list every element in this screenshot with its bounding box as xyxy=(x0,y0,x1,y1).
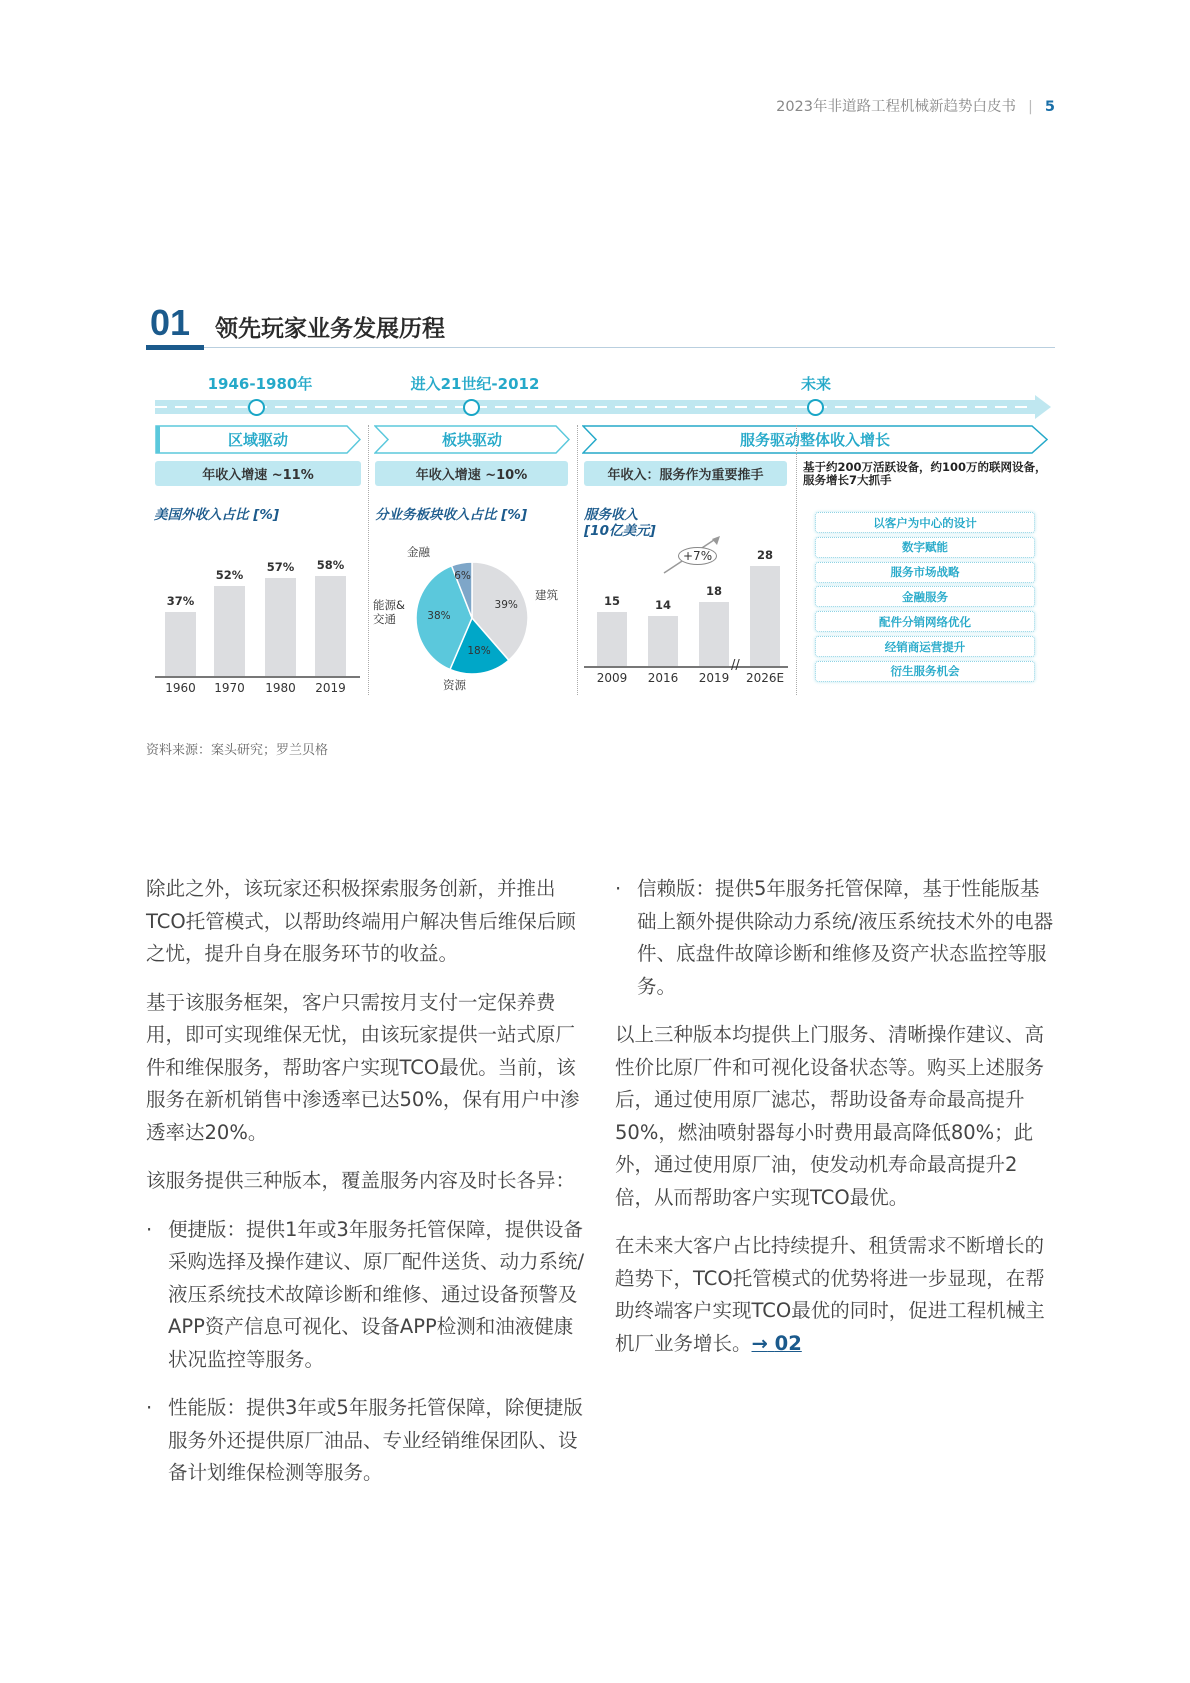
paragraph: 基于该服务框架，客户只需按月支付一定保养费用，即可实现维保无忧，由该玩家提供一站式原厂件和维保服务，帮助客户实现TCO最优。当前，该服务在新机销售中渗透率已达50%，保有用户中渗透率达20%。 xyxy=(146,990,580,1144)
chart-title-main: 服务收入 xyxy=(584,507,638,523)
chapter-link[interactable] xyxy=(752,1332,802,1355)
bar xyxy=(214,586,245,676)
timeline-marker xyxy=(248,399,265,416)
stage-label: 区域驱动 xyxy=(227,431,288,449)
arrow-right-icon: → xyxy=(751,1331,768,1355)
bullet-item: · 信赖版：提供5年服务托管保障，基于性能版基础上额外提供除动力系统/液压系统技术外的电器件、底盘件故障诊断和维修及资产状态监控等服务。 xyxy=(615,873,1055,1003)
x-axis xyxy=(584,666,788,668)
growth-lever-item: 配件分销网络优化 xyxy=(815,611,1035,632)
stage-chevron xyxy=(374,425,570,454)
body-right-column xyxy=(615,873,1055,1376)
section-title: 领先玩家业务发展历程 xyxy=(215,316,445,342)
paragraph: 以上三种版本均提供上门服务、清晰操作建议、高性价比原厂件和可视化设备状态等。购买上述服务后，通过使用原厂滤芯，帮助设备寿命最高提升50%，燃油喷射器每小时费用最高降低80%；此外，通过使用原厂油，使发动机寿命最高提升2倍，从而帮助客户实现TCO最优。 xyxy=(615,1023,1045,1209)
bar xyxy=(265,578,296,676)
slice-value-label: 6% xyxy=(454,569,471,582)
bullet-text: 信赖版：提供5年服务托管保障，基于性能版基础上额外提供除动力系统/液压系统技术外的电器件、底盘件故障诊断和维修及资产状态监控等服务。 xyxy=(637,877,1054,998)
bar-value-label: 37% xyxy=(166,594,195,609)
bar-value-label: 14 xyxy=(654,598,671,612)
x-tick-label: 1960 xyxy=(165,681,196,695)
growth-lever-item: 衍生服务机会 xyxy=(815,661,1035,682)
slice-category-label: 能源&交通 xyxy=(373,598,405,626)
body-left-column xyxy=(146,873,586,1506)
bar xyxy=(315,576,346,676)
x-tick-label: 1970 xyxy=(214,681,245,695)
paragraph-text: 在未来大客户占比持续提升、租赁需求不断增长的趋势下，TCO托管模式的优势将进一步显现，在帮助终端客户实现TCO最优的同时，促进工程机械主机厂业务增长。 xyxy=(615,1234,1045,1355)
link-text: 02 xyxy=(774,1331,802,1355)
bar xyxy=(648,616,678,666)
pie-chart-segment-share xyxy=(375,530,575,700)
timeline-dash xyxy=(155,406,1035,408)
x-tick-label: 2009 xyxy=(596,671,628,685)
x-tick-label: 2019 xyxy=(698,671,730,685)
growth-lever-item: 金融服务 xyxy=(815,586,1035,607)
x-tick-label: 2019 xyxy=(315,681,346,695)
stage-label: 服务驱动整体收入增长 xyxy=(739,431,890,449)
bullet-text: 便捷版：提供1年或3年服务托管保障，提供设备采购选择及操作建议、原厂配件送货、动力系统/液压系统技术故障诊断和维修、通过设备预警及APP资产信息可视化、设备APP检测和油液健康状况监控等服务。 xyxy=(168,1217,585,1371)
growth-lever-item: 以客户为中心的设计 xyxy=(815,512,1035,533)
bar xyxy=(699,602,729,666)
bar-chart-overseas-share xyxy=(155,540,360,700)
growth-lever-item: 服务市场战略 xyxy=(815,562,1035,583)
growth-annotation: +7% xyxy=(678,547,717,565)
timeline-marker xyxy=(807,399,824,416)
slice-category-label: 建筑 xyxy=(535,588,558,602)
doc-title: 2023年非道路工程机械新趋势白皮书 xyxy=(776,99,1017,115)
service-note: 基于约200万活跃设备，约100万的联网设备，服务增长7大抓手 xyxy=(803,460,1047,487)
chart-unit: [10亿美元] xyxy=(584,523,656,539)
section-accent-bar xyxy=(146,345,204,350)
panel-divider xyxy=(796,425,797,695)
timeline-marker xyxy=(463,399,480,416)
source-note: 资料来源：案头研究；罗兰贝格 xyxy=(146,743,329,758)
bar-value-label: 18 xyxy=(705,583,722,598)
paragraph xyxy=(615,1230,1055,1360)
bar-value-label: 15 xyxy=(603,594,620,609)
bullet-text: 性能版：提供3年或5年服务托管保障，除便捷版服务外还提供原厂油品、专业经销维保团队、设备计划维保检测等服务。 xyxy=(168,1396,583,1484)
bar-value-label: 58% xyxy=(316,558,345,572)
bar xyxy=(165,612,196,676)
timeline-arrow-icon xyxy=(1035,395,1051,419)
bar-value-label: 52% xyxy=(215,568,244,583)
axis-break-mark: // xyxy=(731,658,740,673)
panel-divider xyxy=(577,425,578,695)
section-divider xyxy=(146,347,1055,348)
x-tick-label: 2026E xyxy=(745,671,785,685)
chart-title: 分业务板块收入占比 [%] xyxy=(375,507,528,523)
page-header: 2023年非道路工程机械新趋势白皮书 | 5 xyxy=(776,99,1055,115)
slice-value-label: 39% xyxy=(494,598,518,611)
x-tick-label: 2016 xyxy=(647,671,679,685)
bar-value-label: 57% xyxy=(266,559,295,574)
timeline-date: 1946-1980年 xyxy=(207,375,313,393)
growth-lever-item: 数字赋能 xyxy=(815,537,1035,558)
timeline-date: 未来 xyxy=(800,375,831,393)
stage-chevron xyxy=(155,425,361,454)
bullet-item: · 便捷版：提供1年或3年服务托管保障，提供设备采购选择及操作建议、原厂配件送货、动力系统/液压系统技术故障诊断和维修、通过设备预警及APP资产信息可视化、设备APP检测和油液健康状况监控等服务。 xyxy=(146,1214,586,1377)
growth-box: 年收入增速 ~11% xyxy=(155,461,361,486)
growth-box: 年收入：服务作为重要推手 xyxy=(584,461,787,486)
bar xyxy=(750,566,780,666)
slice-value-label: 18% xyxy=(467,645,491,658)
paragraph: 该服务提供三种版本，覆盖服务内容及时长各异： xyxy=(146,1169,576,1192)
stage-chevron xyxy=(582,425,1048,454)
slice-value-label: 38% xyxy=(427,610,451,623)
growth-lever-item: 经销商运营提升 xyxy=(815,636,1035,657)
slice-category-label: 金融 xyxy=(407,545,430,559)
bar-value-label: 28 xyxy=(756,548,773,562)
slice-category-label: 资源 xyxy=(443,678,466,692)
chart-title: 美国外收入占比 [%] xyxy=(154,507,280,523)
timeline-date: 进入21世纪-2012 xyxy=(410,375,540,393)
stage-label: 板块驱动 xyxy=(441,431,502,449)
x-axis xyxy=(155,676,360,678)
bullet-item: · 性能版：提供3年或5年服务托管保障，除便捷版服务外还提供原厂油品、专业经销维保团队、设备计划维保检测等服务。 xyxy=(146,1392,586,1490)
panel-divider xyxy=(368,425,369,695)
page-number: 5 xyxy=(1044,99,1055,115)
x-tick-label: 1980 xyxy=(265,681,296,695)
bar-chart-service-revenue xyxy=(584,530,788,700)
bar xyxy=(597,612,627,666)
growth-box: 年收入增速 ~10% xyxy=(375,461,568,486)
section-number: 01 xyxy=(150,302,191,343)
paragraph: 除此之外，该玩家还积极探索服务创新，并推出TCO托管模式，以帮助终端用户解决售后维保后顾之忧，提升自身在服务环节的收益。 xyxy=(146,877,576,965)
